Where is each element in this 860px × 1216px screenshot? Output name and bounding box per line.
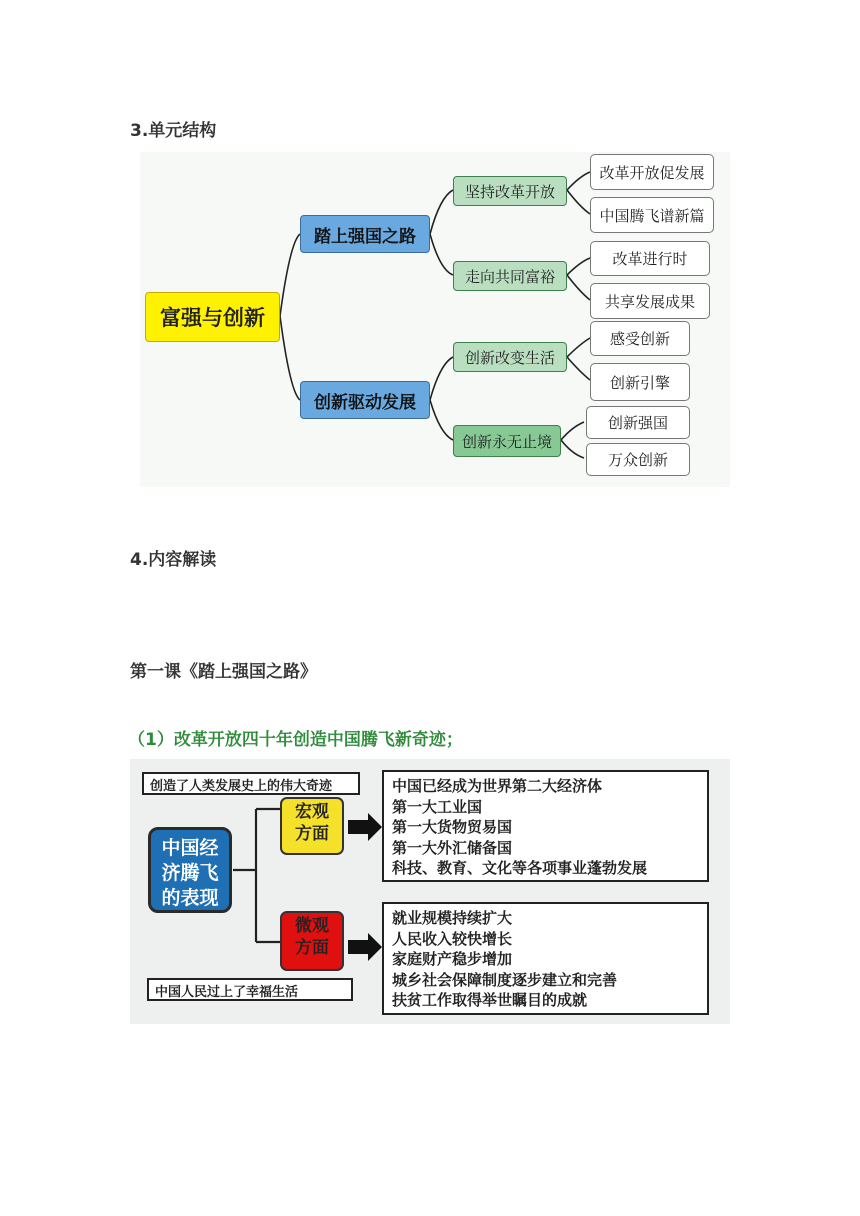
list-item: 第一大货物贸易国 bbox=[392, 818, 513, 836]
list-item: 中国已经成为世界第二大经济体 bbox=[392, 777, 603, 795]
list-item: 第一大工业国 bbox=[392, 797, 483, 816]
leaf-feel-innovation: 感受创新 bbox=[590, 321, 690, 356]
macro-tag: 宏观 方面 bbox=[280, 797, 344, 855]
micro-achievements-list bbox=[382, 902, 709, 1015]
unit-structure-heading: 3.单元结构 bbox=[130, 121, 217, 141]
list-item: 家庭财产稳步增加 bbox=[392, 950, 513, 968]
leaf-innovation-strong-nation: 创新强国 bbox=[586, 406, 690, 439]
top-caption: 创造了人类发展史上的伟大奇迹 bbox=[142, 772, 360, 795]
leaf-innovation-engine: 创新引擎 bbox=[590, 363, 690, 401]
node-common-prosperity: 走向共同富裕 bbox=[453, 261, 567, 291]
list-item: 科技、教育、文化等各项事业蓬勃发展 bbox=[392, 859, 648, 877]
node-innovation-endless: 创新永无止境 bbox=[453, 425, 561, 457]
point-one-heading: （1）改革开放四十年创造中国腾飞新奇迹； bbox=[128, 730, 463, 750]
economic-takeoff-diagram bbox=[130, 759, 730, 1024]
leaf-share-development-results: 共享发展成果 bbox=[590, 283, 710, 319]
mindmap-root: 富强与创新 bbox=[145, 292, 280, 342]
node-reform-opening: 坚持改革开放 bbox=[453, 176, 567, 206]
leaf-reform-in-progress: 改革进行时 bbox=[590, 241, 710, 276]
economic-takeoff-label: 中国经 济腾飞 的表现 bbox=[148, 827, 232, 913]
unit-structure-mindmap bbox=[140, 152, 730, 487]
list-item: 第一大外汇储备国 bbox=[392, 838, 513, 857]
list-item: 扶贫工作取得举世瞩目的成就 bbox=[392, 991, 588, 1009]
leaf-mass-innovation: 万众创新 bbox=[586, 443, 690, 476]
macro-achievements-list bbox=[382, 770, 709, 882]
branch-innovation-driven: 创新驱动发展 bbox=[300, 381, 430, 419]
list-item: 就业规模持续扩大 bbox=[392, 909, 513, 927]
arrow-icon bbox=[348, 813, 382, 961]
branch-road-to-power: 踏上强国之路 bbox=[300, 215, 430, 253]
bottom-caption: 中国人民过上了幸福生活 bbox=[147, 978, 353, 1001]
micro-tag: 微观 方面 bbox=[280, 911, 344, 971]
content-reading-heading: 4.内容解读 bbox=[130, 550, 217, 570]
leaf-reform-promotes-development: 改革开放促发展 bbox=[590, 154, 714, 190]
list-item: 城乡社会保障制度逐步建立和完善 bbox=[392, 970, 618, 989]
node-innovation-changes-life: 创新改变生活 bbox=[453, 342, 567, 372]
leaf-china-takes-off: 中国腾飞谱新篇 bbox=[590, 197, 714, 233]
lesson-one-title: 第一课《踏上强国之路》 bbox=[130, 662, 317, 682]
list-item: 人民收入较快增长 bbox=[392, 929, 513, 948]
